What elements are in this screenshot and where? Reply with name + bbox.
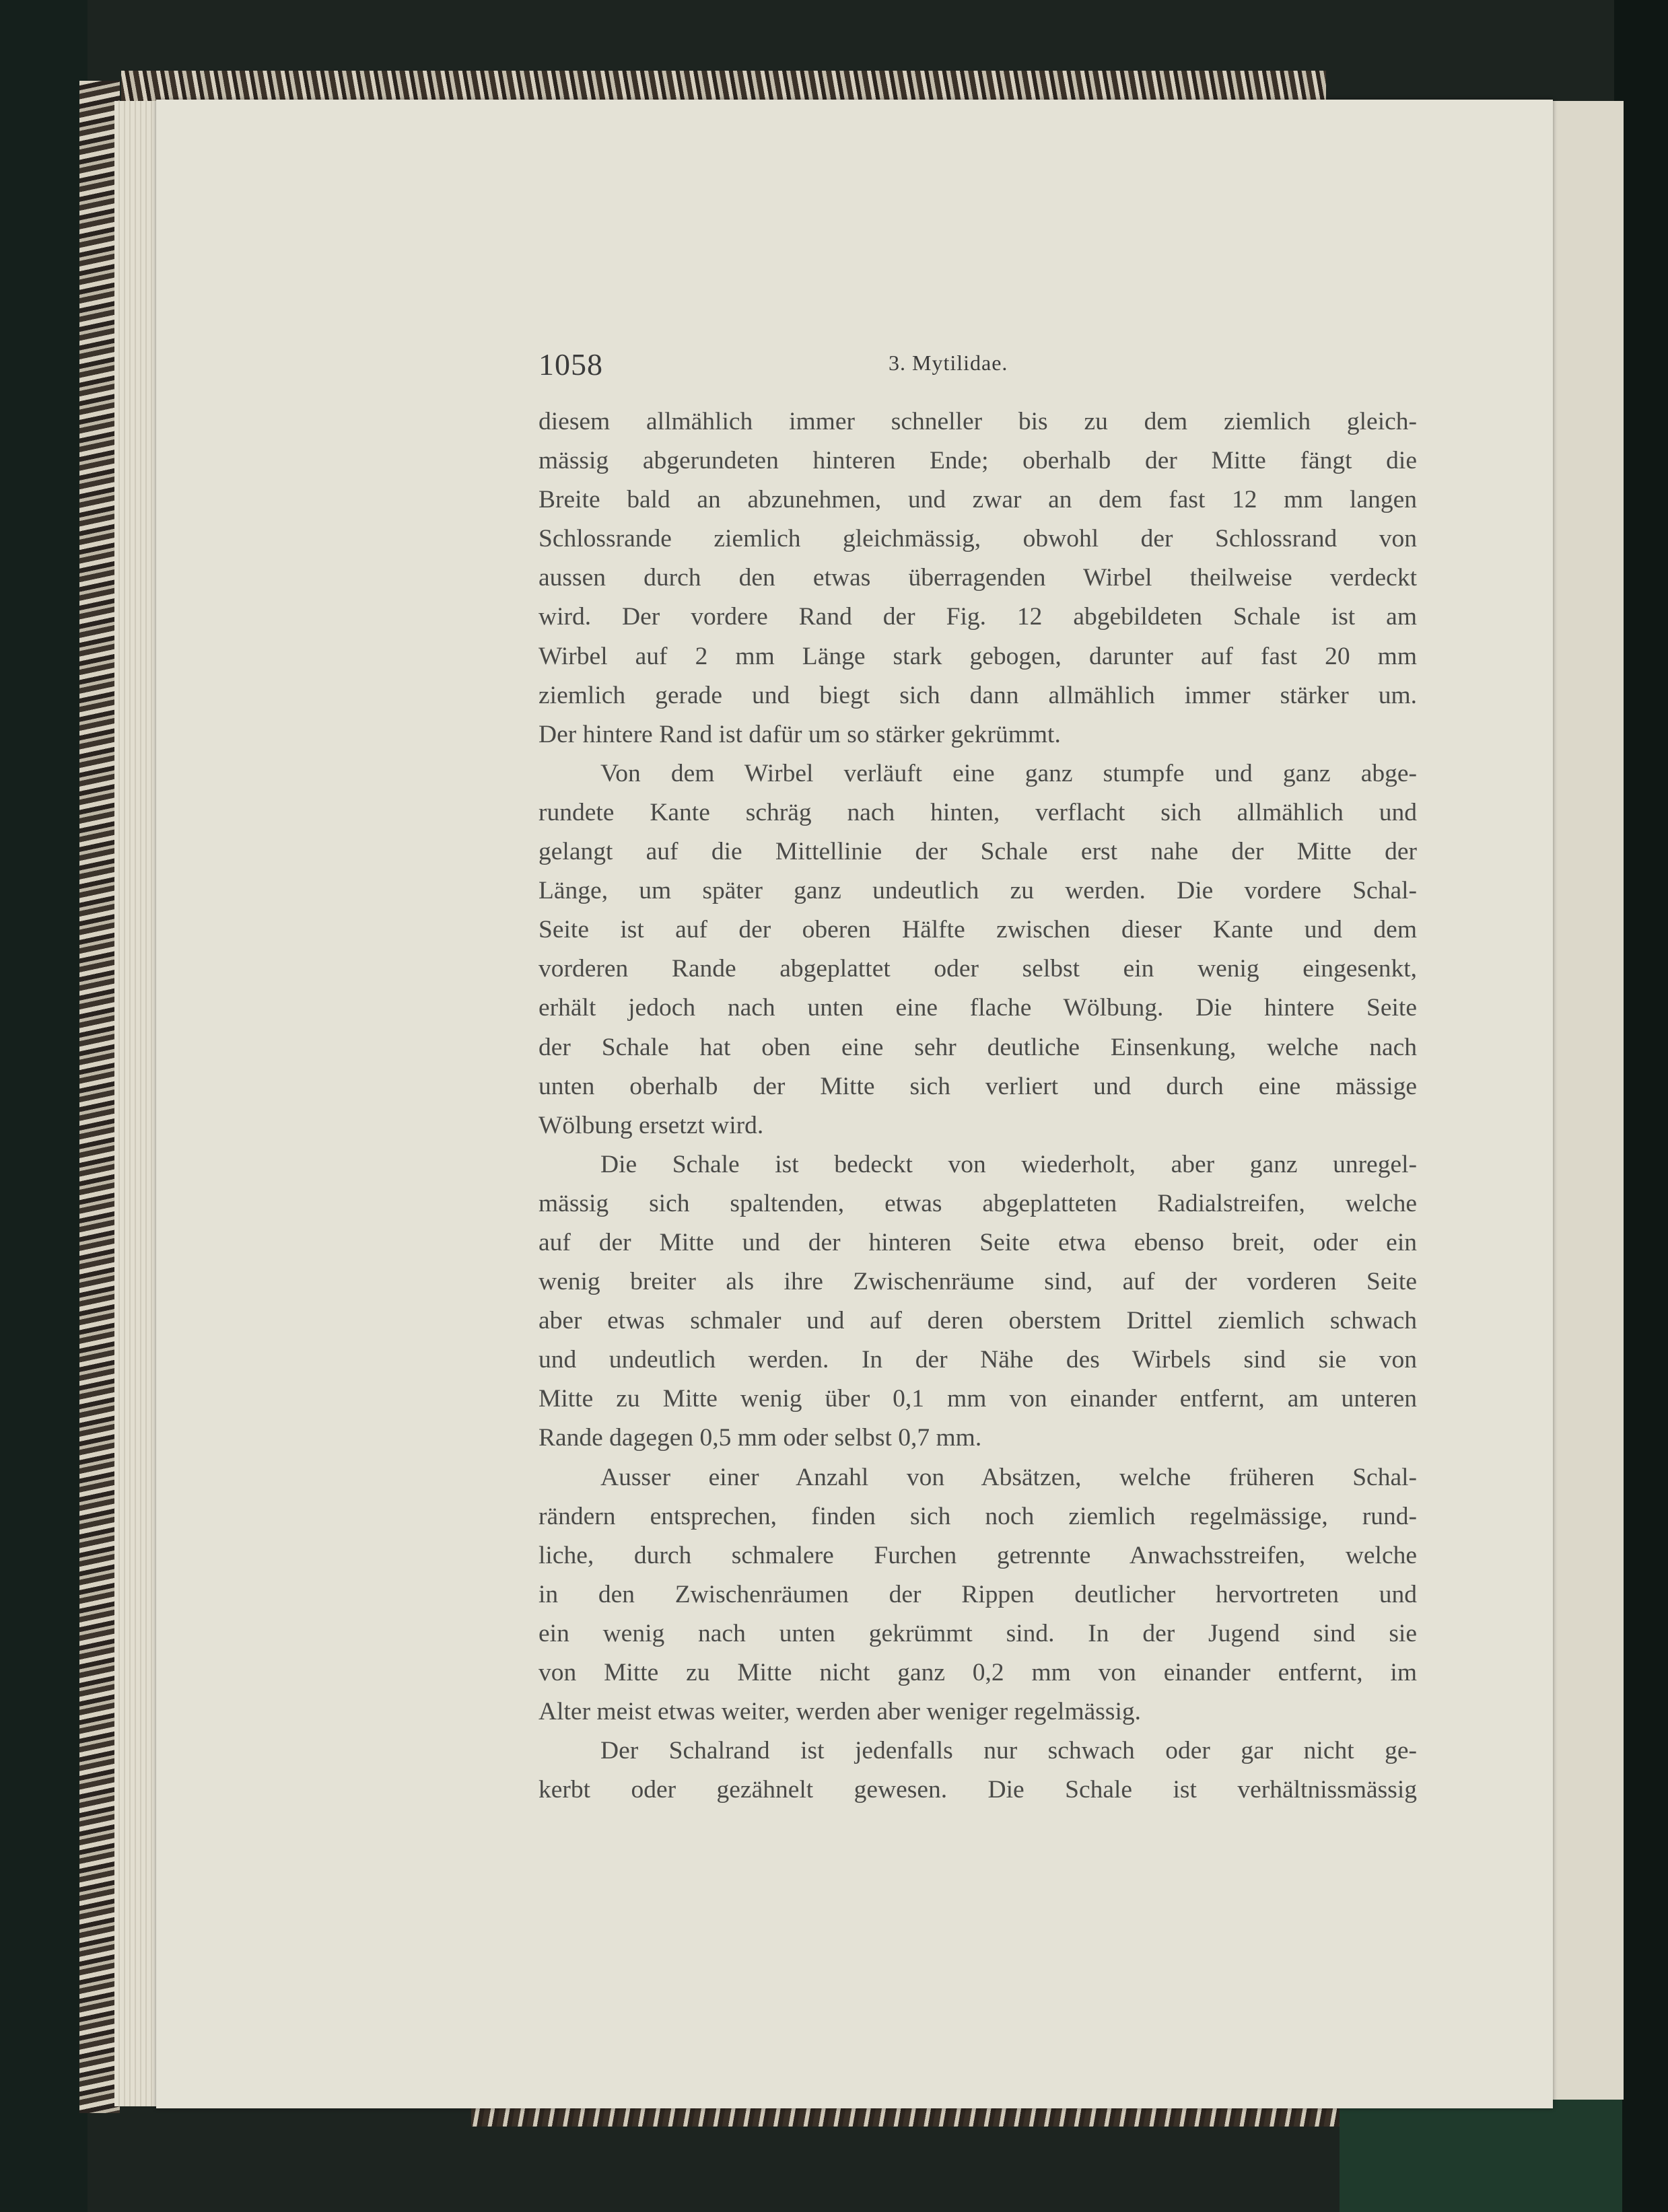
- text-line: Mitte zu Mitte wenig über 0,1 mm von einander entfernt, am unteren: [538, 1385, 1417, 1413]
- text-line: wird. Der vordere Rand der Fig. 12 abgebildeten Schale ist am: [538, 603, 1417, 631]
- running-title: 3. Mytilidae.: [889, 351, 1008, 375]
- text-line: Breite bald an abzunehmen, und zwar an dem fast 12 mm langen: [538, 486, 1417, 514]
- text-line: diesem allmählich immer schneller bis zu dem ziemlich gleich-: [538, 408, 1417, 435]
- facing-page-edge: [1541, 101, 1624, 2100]
- text-line: mässig sich spaltenden, etwas abgeplatteten Radialstreifen, welche: [538, 1189, 1417, 1217]
- text-line: von Mitte zu Mitte nicht ganz 0,2 mm von einander entfernt, im: [538, 1659, 1417, 1686]
- text-line: kerbt oder gezähnelt gewesen. Die Schale ist verhältnissmässig: [538, 1776, 1417, 1804]
- text-line: erhält jedoch nach unten eine flache Wölbung. Die hintere Seite: [538, 994, 1417, 1022]
- text-line: Alter meist etwas weiter, werden aber weniger regelmässig.: [538, 1698, 1142, 1726]
- page-header: [538, 347, 1424, 387]
- text-line: Wirbel auf 2 mm Länge stark gebogen, darunter auf fast 20 mm: [538, 642, 1417, 670]
- text-line: rändern entsprechen, finden sich noch ziemlich regelmässige, rund-: [538, 1502, 1417, 1530]
- text-line: gelangt auf die Mittellinie der Schale erst nahe der Mitte der: [538, 838, 1417, 866]
- text-line: Schlossrande ziemlich gleichmässig, obwohl der Schlossrand von: [538, 525, 1417, 553]
- text-line: Rande dagegen 0,5 mm oder selbst 0,7 mm.: [538, 1424, 982, 1452]
- page-number: 1058: [538, 347, 603, 382]
- cloth-cover-corner: [1340, 2100, 1622, 2212]
- text-line: Seite ist auf der oberen Hälfte zwischen dieser Kante und dem: [538, 916, 1417, 944]
- dark-background-left: [0, 0, 88, 2212]
- text-line: aussen durch den etwas überragenden Wirbel theilweise verdeckt: [538, 564, 1417, 592]
- text-line: und undeutlich werden. In der Nähe des Wirbels sind sie von: [538, 1346, 1417, 1374]
- text-line: Der hintere Rand ist dafür um so stärker gekrümmt.: [538, 720, 1061, 748]
- text-line: Wölbung ersetzt wird.: [538, 1111, 764, 1139]
- text-line: Von dem Wirbel verläuft eine ganz stumpfe und ganz abge-: [600, 759, 1417, 787]
- text-line: Länge, um später ganz undeutlich zu werden. Die vordere Schal-: [538, 877, 1417, 905]
- text-line: liche, durch schmalere Furchen getrennte Anwachsstreifen, welche: [538, 1541, 1417, 1569]
- text-line: Ausser einer Anzahl von Absätzen, welche früheren Schal-: [600, 1463, 1417, 1491]
- body-text: [538, 402, 1417, 1810]
- text-line: Die Schale ist bedeckt von wiederholt, aber ganz unregel-: [600, 1150, 1417, 1178]
- text-line: vorderen Rande abgeplattet oder selbst ein wenig eingesenkt,: [538, 955, 1417, 983]
- marbled-binding-left: [79, 81, 120, 2113]
- text-line: Der Schalrand ist jedenfalls nur schwach oder gar nicht ge-: [600, 1737, 1417, 1765]
- text-line: ziemlich gerade und biegt sich dann allmählich immer stärker um.: [538, 681, 1417, 709]
- text-line: auf der Mitte und der hinteren Seite etwa ebenso breit, oder ein: [538, 1228, 1417, 1256]
- text-line: rundete Kante schräg nach hinten, verflacht sich allmählich und: [538, 798, 1417, 826]
- text-line: der Schale hat oben eine sehr deutliche Einsenkung, welche nach: [538, 1033, 1417, 1061]
- text-line: wenig breiter als ihre Zwischenräume sind, auf der vorderen Seite: [538, 1268, 1417, 1296]
- text-line: ein wenig nach unten gekrümmt sind. In der Jugend sind sie: [538, 1619, 1417, 1647]
- text-line: mässig abgerundeten hinteren Ende; oberhalb der Mitte fängt die: [538, 447, 1417, 475]
- text-line: unten oberhalb der Mitte sich verliert und durch eine mässige: [538, 1072, 1417, 1100]
- text-line: aber etwas schmaler und auf deren oberstem Drittel ziemlich schwach: [538, 1307, 1417, 1335]
- text-line: in den Zwischenräumen der Rippen deutlicher hervortreten und: [538, 1580, 1417, 1608]
